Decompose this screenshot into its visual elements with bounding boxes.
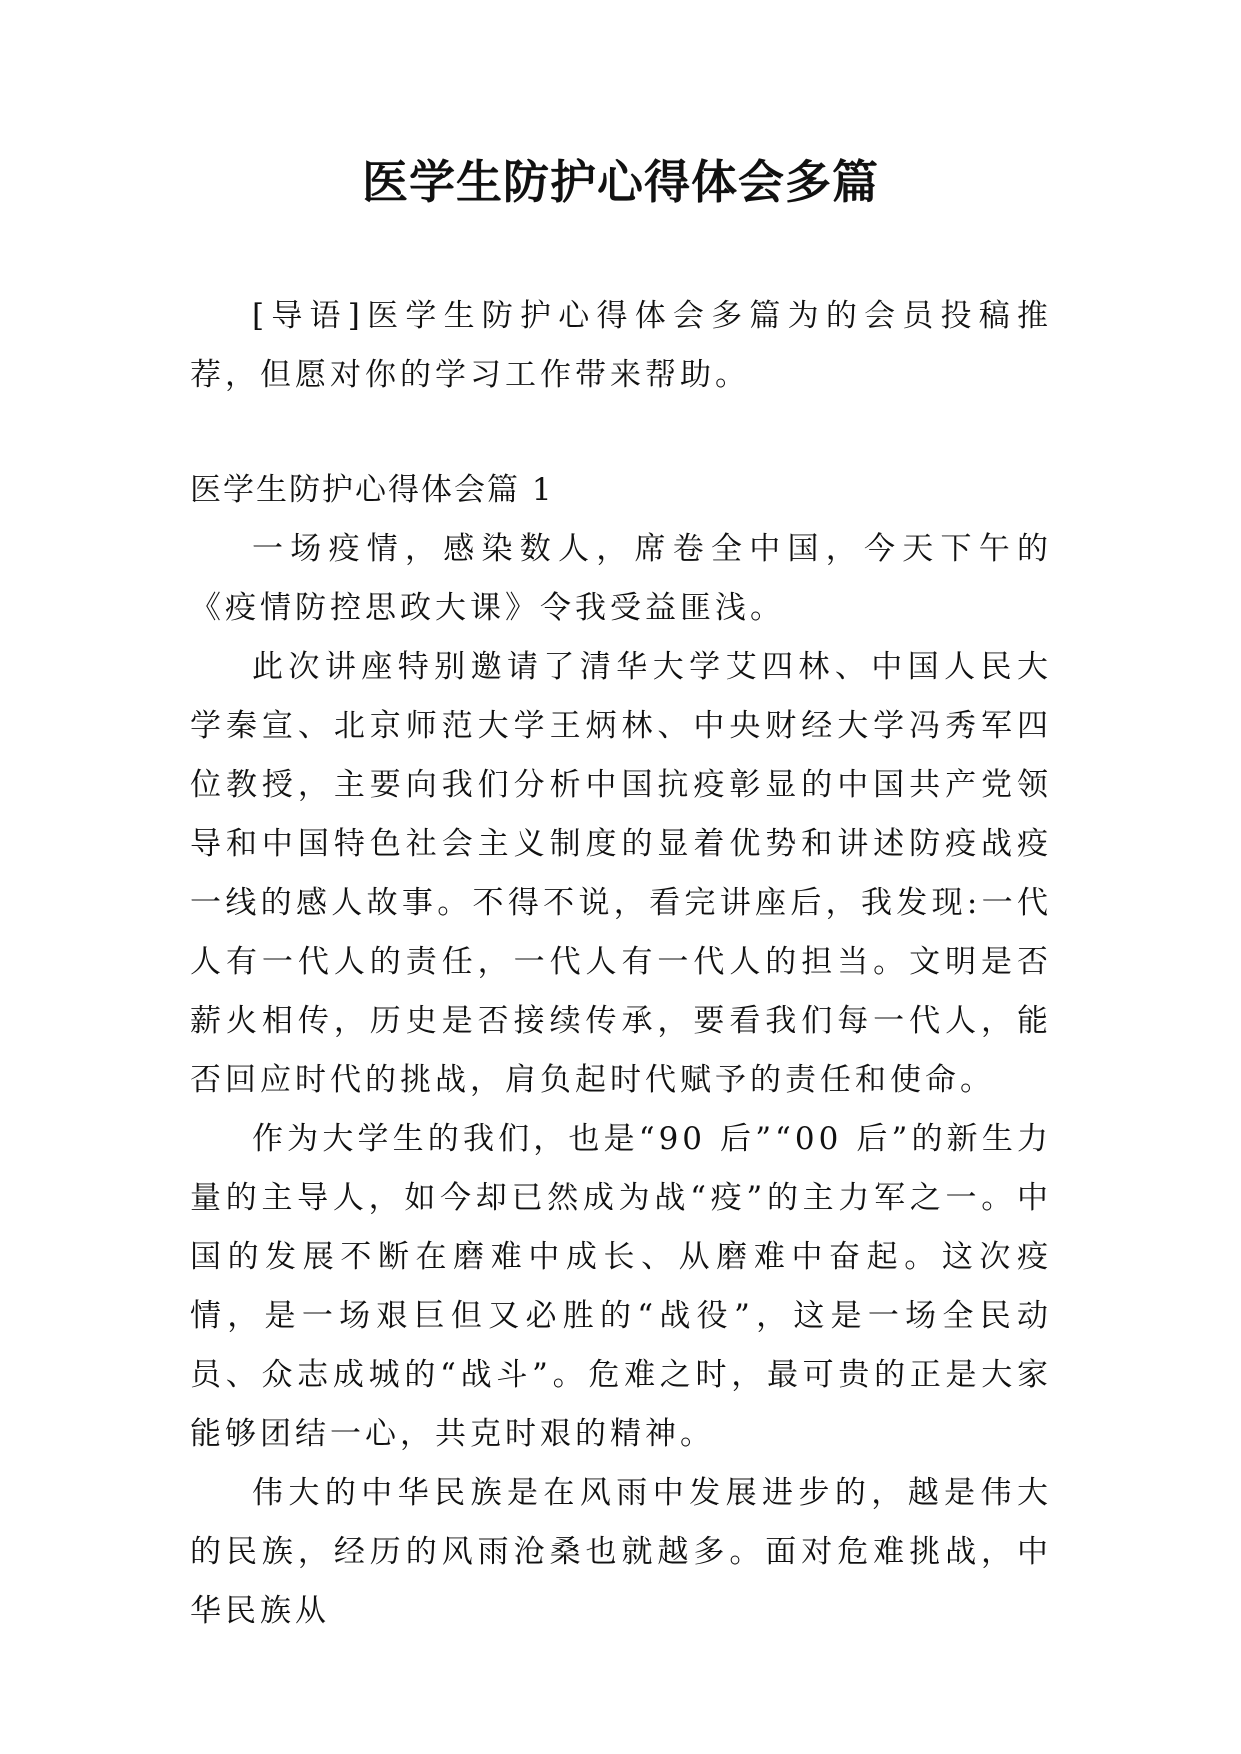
- intro-paragraph: [导语]医学生防护心得体会多篇为的会员投稿推荐，但愿对你的学习工作带来帮助。: [190, 298, 1052, 393]
- paragraph: 作为大学生的我们，也是“90 后”“00 后”的新生力量的主导人，如今却已然成为战“疫”的主力军之一。中国的发展不断在磨难中成长、从磨难中奋起。这次疫情，是一场艰巨但又必胜的“战役”，这是一场全民动员、众志成城的“战斗”。危难之时，最可贵的正是大家能够团结一心，共克时艰的精神。: [190, 1121, 1052, 1452]
- section-body: [190, 520, 1052, 1641]
- paragraph: 一场疫情，感染数人，席卷全中国，今天下午的《疫情防控思政大课》令我受益匪浅。: [190, 531, 1052, 626]
- paragraph: 此次讲座特别邀请了清华大学艾四林、中国人民大学秦宣、北京师范大学王炳林、中央财经大学冯秀军四位教授，主要向我们分析中国抗疫彰显的中国共产党领导和中国特色社会主义制度的显着优势和讲述防疫战疫一线的感人故事。不得不说，看完讲座后，我发现:一代人有一代人的责任，一代人有一代人的担当。文明是否薪火相传，历史是否接续传承，要看我们每一代人，能否回应时代的挑战，肩负起时代赋予的责任和使命。: [190, 649, 1052, 1098]
- paragraph: 伟大的中华民族是在风雨中发展进步的，越是伟大的民族，经历的风雨沧桑也就越多。面对危难挑战，中华民族从: [190, 1475, 1052, 1629]
- document-title: 医学生防护心得体会多篇: [362, 155, 879, 209]
- section-heading: 医学生防护心得体会篇 1: [190, 472, 554, 508]
